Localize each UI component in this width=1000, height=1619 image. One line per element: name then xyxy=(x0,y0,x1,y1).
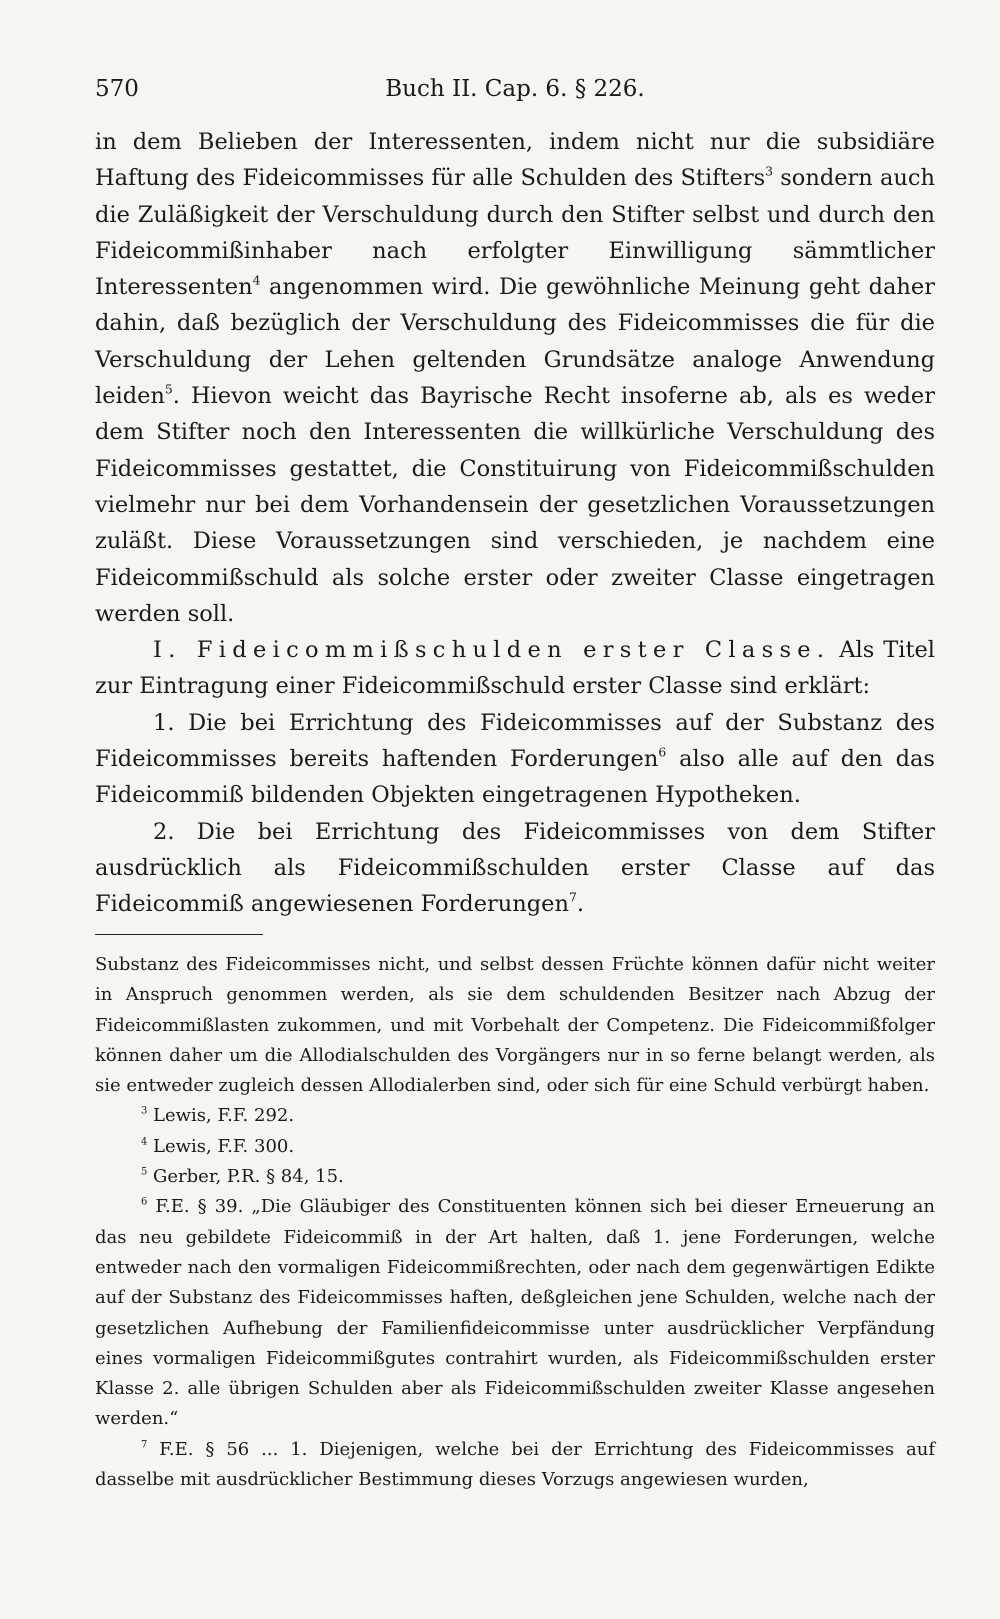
paragraph-text: in dem Belieben der Interessenten, indem nicht nur die subsidiäre Haftung des Fideicommisses für alle Schulden des Stifters xyxy=(95,129,935,192)
paragraph-text: sondern auch die Zuläßigkeit der Verschuldung durch den Stifter selbst und durch den Fideicommißinhaber nach erfolgter Einwilligung sämmtlicher Interessenten xyxy=(95,165,935,301)
footnote-ref-4: 4 xyxy=(252,273,261,288)
running-head: Buch II. Cap. 6. § 226. xyxy=(385,76,645,102)
list-item-2 xyxy=(95,814,935,923)
footnotes xyxy=(95,950,935,1495)
footnote-ref-3: 3 xyxy=(765,165,774,180)
section-first-class xyxy=(95,632,935,705)
footnote-mark: 4 xyxy=(141,1136,148,1148)
paragraph-text: . Hievon weicht das Bayrische Recht insoferne ab, als es weder dem Stifter noch den Interessenten die willkürliche Verschuldung des Fideicommisses gestattet, die Constituirung von Fideicommißschulden vielmehr nur bei dem Vorhandensein der gesetzlichen Voraussetzungen zuläßt. Diese Voraussetzungen sind verschieden, je nachdem eine Fideicommißschuld als solche erster oder zweiter Classe eingetragen werden soll. xyxy=(95,383,935,627)
footnote-5 xyxy=(95,1162,935,1192)
list-item-text: 2. Die bei Errichtung des Fideicommisses von dem Stifter ausdrücklich als Fideicommißschulden erster Classe auf das Fideicommiß angewiesenen Forderungen xyxy=(95,818,935,918)
footnote-text: Gerber, P.R. § 84, 15. xyxy=(147,1166,344,1188)
footnote-ref-6: 6 xyxy=(658,745,667,760)
footnote-mark: 7 xyxy=(141,1439,148,1451)
page-header xyxy=(95,76,935,106)
footnote-divider xyxy=(95,934,263,935)
paragraph-text: angenommen wird. Die gewöhnliche Meinung geht daher dahin, daß bezüglich der Verschuldung des Fideicommisses die für die Verschuldung der Lehen geltenden Grundsätze analoge Anwendung leiden xyxy=(95,274,935,410)
footnote-4 xyxy=(95,1132,935,1162)
list-item-text: also alle auf den das Fideicommiß bildenden Objekten eingetragenen Hypotheken. xyxy=(95,746,935,809)
list-item-text: . xyxy=(576,891,585,918)
footnote-continuation: Substanz des Fideicommisses nicht, und selbst dessen Früchte können dafür nicht weiter in Anspruch genommen werden, als sie dem schuldenden Besitzer nach Abzug der Fideicommißlasten zukommen, und mit Vorbehalt der Competenz. Die Fideicommißfolger können daher um die Allodialschulden des Vorgängers nur in so ferne belangt werden, als sie entweder zugleich dessen Allodialerben sind, oder sich für eine Schuld verbürgt haben. xyxy=(95,954,935,1097)
page-number: 570 xyxy=(95,76,139,102)
footnote-6 xyxy=(95,1192,935,1434)
footnote-mark: 3 xyxy=(141,1106,148,1118)
footnote-text: F.E. § 56 ... 1. Diejenigen, welche bei der Errichtung des Fideicommisses auf dasselbe mit ausdrücklicher Bestimmung dieses Vorzugs angewiesen wurden, xyxy=(95,1438,935,1491)
footnote-text: F.E. § 39. „Die Gläubiger des Constituenten können sich bei dieser Erneuerung an das neu gebildete Fideicommiß in der Art halten, daß 1. jene Forderungen, welche entweder nach den vormaligen Fideicommißrechten, oder nach dem gegenwärtigen Edikte auf der Substanz des Fideicommisses haften, deßgleichen jene Schulden, welche nach der gesetzlichen Aufhebung der Familienfideicommisse unter ausdrücklicher Verpfändung eines vormaligen Fideicommißgutes contrahirt wurden, als Fideicommißschulden erster Klasse 2. alle übrigen Schulden aber als Fideicommißschulden zweiter Klasse angesehen werden.“ xyxy=(95,1196,935,1430)
footnote-7 xyxy=(95,1435,935,1496)
list-item-1 xyxy=(95,705,935,814)
footnote-mark: 6 xyxy=(141,1196,148,1208)
footnote-3 xyxy=(95,1101,935,1131)
footnote-ref-5: 5 xyxy=(164,382,173,397)
footnote-mark: 5 xyxy=(141,1166,148,1178)
footnote-ref-7: 7 xyxy=(568,890,577,905)
footnote-text: Lewis, F.F. 292. xyxy=(147,1105,295,1127)
footnote-text: Lewis, F.F. 300. xyxy=(147,1135,295,1157)
paragraph-intro xyxy=(95,124,935,632)
list-item-text: 1. Die bei Errichtung des Fideicommisses auf der Substanz des Fideicommisses bereits haftenden Forderungen xyxy=(95,709,935,773)
section-text: Als Titel zur Eintragung einer Fideicommißschuld erster Classe sind erklärt: xyxy=(95,637,935,700)
section-heading: I. Fideicommißschulden erster Classe. xyxy=(153,637,831,664)
main-text xyxy=(95,124,935,923)
